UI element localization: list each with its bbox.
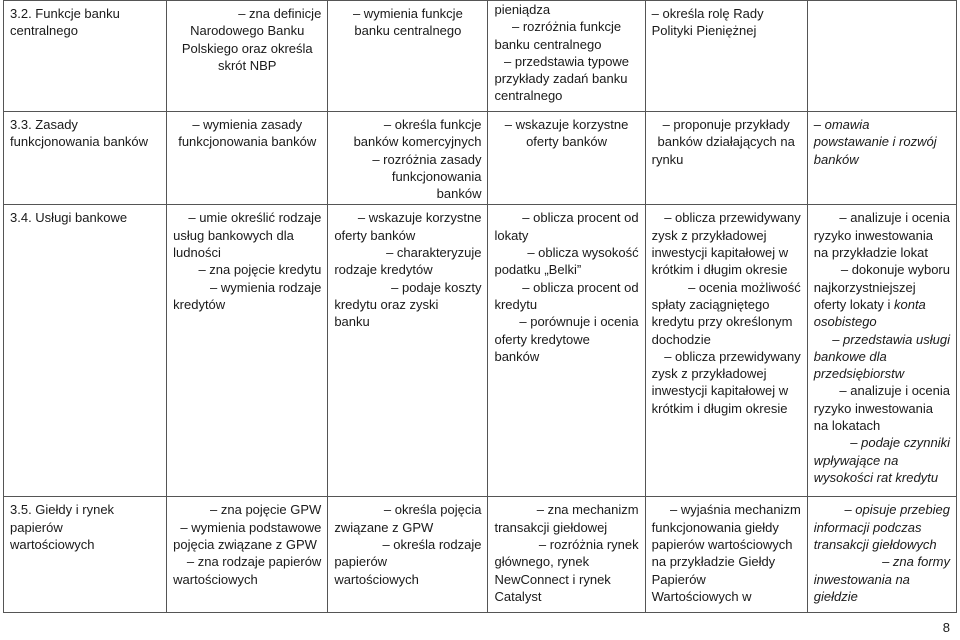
cell-line: – wymienia funkcje bbox=[352, 6, 463, 21]
cell-line: zysk z przykładowej bbox=[651, 227, 767, 243]
cell-line: Narodowego Banku bbox=[190, 23, 305, 39]
cell-line: – zna definicje bbox=[238, 6, 322, 21]
requirement-cell bbox=[488, 112, 645, 205]
cell-line: 3.3. Zasady bbox=[10, 117, 78, 132]
curriculum-table bbox=[3, 0, 957, 613]
cell-line: – przedstawia typowe bbox=[504, 53, 630, 69]
cell-line: Papierów bbox=[651, 571, 706, 587]
cell-line: rynku bbox=[651, 151, 684, 167]
cell-line: kredytu przy określonym bbox=[651, 314, 793, 330]
cell-line: – podaje koszty bbox=[391, 279, 482, 295]
table-row bbox=[4, 497, 957, 613]
cell-line: – oblicza procent od bbox=[522, 279, 639, 295]
cell-line: oferty kredytowe bbox=[494, 331, 590, 347]
cell-line: zysk z przykładowej bbox=[651, 366, 767, 382]
cell-line: pojęcia związane z GPW bbox=[173, 537, 317, 553]
requirement-cell bbox=[807, 112, 956, 205]
requirement-cell bbox=[645, 112, 807, 205]
cell-line: kredytów bbox=[173, 296, 226, 312]
cell-line: – wyjaśnia mechanizm bbox=[670, 502, 801, 518]
cell-line: centralnego bbox=[494, 88, 563, 104]
cell-line: – umie określić rodzaje bbox=[188, 210, 322, 226]
cell-line: Polskiego oraz określa bbox=[181, 40, 313, 56]
cell-line: – oblicza wysokość bbox=[527, 245, 639, 261]
cell-line: skrót NBP bbox=[217, 57, 277, 73]
cell-line: – analizuje i ocenia bbox=[839, 210, 950, 226]
cell-line: funkcjonowania banków bbox=[178, 134, 317, 150]
cell-line: podatku „Belki” bbox=[494, 262, 582, 278]
cell-line: spłaty zaciągniętego bbox=[651, 296, 770, 312]
cell-line: banków bbox=[436, 186, 482, 202]
requirement-cell bbox=[645, 205, 807, 497]
cell-line: na przykładzie lokat bbox=[813, 245, 928, 261]
cell-line: – analizuje i ocenia bbox=[839, 383, 950, 399]
cell-line: powstawanie i rozwój bbox=[813, 134, 937, 150]
cell-line: – oblicza przewidywany bbox=[664, 210, 801, 226]
cell-line: centralnego bbox=[10, 23, 78, 39]
cell-line: – rozróżnia funkcje bbox=[511, 19, 622, 35]
cell-line: ludności bbox=[173, 245, 221, 261]
cell-line: oferty banków bbox=[334, 227, 416, 243]
cell-line: – oblicza procent od bbox=[522, 210, 639, 226]
cell-line: – oblicza przewidywany bbox=[664, 348, 801, 364]
requirement-cell bbox=[328, 112, 488, 205]
cell-line: wartościowych bbox=[334, 571, 419, 587]
cell-line: banku bbox=[334, 314, 370, 330]
cell-line: Wartościowych w bbox=[651, 588, 752, 604]
cell-line: – rozróżnia zasady bbox=[372, 151, 482, 167]
cell-line: osobistego bbox=[813, 314, 877, 330]
cell-line: – porównuje i ocenia bbox=[519, 314, 639, 330]
cell-line: wartościowych bbox=[173, 571, 258, 587]
cell-line: transakcji giełdowej bbox=[494, 519, 608, 535]
cell-line: ryzyko inwestowania bbox=[813, 227, 933, 243]
cell-line: funkcjonowania giełdy bbox=[651, 519, 779, 535]
cell-line: funkcjonowania banków bbox=[10, 134, 149, 150]
cell-line: – zna mechanizm bbox=[536, 502, 639, 518]
cell-line: – opisuje przebieg bbox=[844, 502, 950, 518]
cell-line: – wskazuje korzystne bbox=[504, 117, 629, 132]
topic-cell bbox=[4, 205, 167, 497]
cell-line: – zna pojęcie GPW bbox=[210, 502, 322, 518]
cell-line: banków bbox=[494, 348, 540, 364]
cell-line: – wymienia podstawowe bbox=[180, 519, 322, 535]
cell-line: inwestycji kapitałowej w bbox=[651, 245, 789, 261]
requirement-cell bbox=[645, 497, 807, 613]
cell-line: na przykładzie Giełdy bbox=[651, 554, 776, 570]
cell-line: kredytu bbox=[494, 296, 538, 312]
cell-line: informacji podczas bbox=[813, 519, 922, 535]
cell-line: ryzyko inwestowania bbox=[813, 400, 933, 416]
requirement-cell bbox=[645, 1, 807, 112]
cell-line: oferty banków bbox=[526, 134, 608, 150]
cell-line: inwestowania na bbox=[813, 571, 910, 587]
requirement-cell bbox=[488, 205, 645, 497]
cell-line: rodzaje kredytów bbox=[334, 262, 433, 278]
cell-line: papierów bbox=[10, 519, 63, 535]
requirement-cell bbox=[167, 1, 328, 112]
cell-line: krótkim i długim okresie bbox=[651, 400, 788, 416]
requirement-cell bbox=[167, 497, 328, 613]
cell-line: krótkim i długim okresie bbox=[651, 262, 788, 278]
cell-line: głównego, rynek bbox=[494, 554, 590, 570]
cell-line: – określa rolę Rady bbox=[651, 6, 764, 21]
cell-line: – omawia bbox=[813, 117, 870, 132]
cell-line: 3.2. Funkcje banku bbox=[10, 6, 120, 21]
cell-line: kredytu oraz zyski bbox=[334, 296, 439, 312]
cell-line: – przedstawia usługi bbox=[832, 331, 950, 347]
requirement-cell bbox=[167, 205, 328, 497]
topic-cell bbox=[4, 1, 167, 112]
cell-line: papierów wartościowych bbox=[651, 537, 793, 553]
cell-line: przedsiębiorstw bbox=[813, 366, 905, 382]
cell-line: – wskazuje korzystne bbox=[357, 210, 482, 226]
cell-line: Polityki Pieniężnej bbox=[651, 23, 757, 39]
cell-line: – proponuje przykłady bbox=[662, 117, 790, 132]
cell-line: bankowe dla bbox=[813, 348, 887, 364]
requirement-cell bbox=[807, 205, 956, 497]
requirement-cell bbox=[167, 112, 328, 205]
cell-line: pieniądza bbox=[494, 2, 551, 17]
cell-line: inwestycji kapitałowej w bbox=[651, 383, 789, 399]
requirement-cell bbox=[328, 205, 488, 497]
requirement-cell bbox=[328, 497, 488, 613]
cell-line: – ocenia możliwość bbox=[688, 279, 801, 295]
topic-cell bbox=[4, 112, 167, 205]
cell-line: banków komercyjnych bbox=[353, 134, 482, 150]
requirement-cell bbox=[488, 497, 645, 613]
cell-line: – dokonuje wyboru bbox=[840, 262, 950, 278]
requirement-cell bbox=[807, 1, 956, 112]
cell-line: 3.5. Giełdy i rynek bbox=[10, 502, 115, 518]
cell-line: wpływające na bbox=[813, 452, 899, 468]
cell-line: przykłady zadań banku bbox=[494, 71, 628, 87]
cell-line: – określa pojęcia bbox=[383, 502, 482, 518]
cell-line: – wymienia zasady bbox=[192, 117, 303, 132]
cell-line: dochodzie bbox=[651, 331, 711, 347]
table-row bbox=[4, 112, 957, 205]
cell-line: – wymienia rodzaje bbox=[210, 279, 322, 295]
cell-line: wysokości rat kredytu bbox=[813, 469, 939, 485]
topic-cell bbox=[4, 497, 167, 613]
cell-line: na lokatach bbox=[813, 418, 881, 434]
cell-line: lokaty bbox=[494, 227, 529, 243]
cell-line: papierów bbox=[334, 554, 388, 570]
cell-line: banków bbox=[813, 151, 859, 167]
requirement-cell bbox=[328, 1, 488, 112]
cell-line: oferty lokaty i konta bbox=[813, 296, 926, 312]
cell-line: – określa funkcje bbox=[383, 117, 482, 132]
cell-line: – charakteryzuje bbox=[386, 245, 482, 261]
cell-line: związane z GPW bbox=[334, 519, 434, 535]
cell-line: usług bankowych dla bbox=[173, 227, 294, 243]
cell-line: transakcji giełdowych bbox=[813, 537, 937, 553]
cell-line: – zna rodzaje papierów bbox=[186, 554, 322, 570]
cell-line: 3.4. Usługi bankowe bbox=[10, 210, 128, 226]
page-number: 8 bbox=[942, 620, 950, 635]
cell-line: banku centralnego bbox=[354, 23, 462, 39]
requirement-cell bbox=[807, 497, 956, 613]
cell-line: – zna formy bbox=[882, 554, 950, 570]
cell-line: banków działających na bbox=[657, 134, 795, 150]
cell-line: wartościowych bbox=[10, 537, 95, 553]
cell-line: – zna pojęcie kredytu bbox=[198, 262, 322, 278]
table-row bbox=[4, 205, 957, 497]
cell-line: Catalyst bbox=[494, 588, 542, 604]
cell-line: – podaje czynniki bbox=[850, 435, 950, 451]
cell-line: – określa rodzaje bbox=[382, 537, 482, 553]
cell-line: funkcjonowania bbox=[391, 168, 482, 184]
table-row bbox=[4, 1, 957, 112]
cell-line: giełdzie bbox=[813, 588, 858, 604]
cell-line: NewConnect i rynek bbox=[494, 571, 611, 587]
cell-line: najkorzystniejszej bbox=[813, 279, 916, 295]
requirement-cell bbox=[488, 1, 645, 112]
cell-line: – rozróżnia rynek bbox=[538, 537, 639, 553]
cell-line: banku centralnego bbox=[494, 36, 602, 52]
